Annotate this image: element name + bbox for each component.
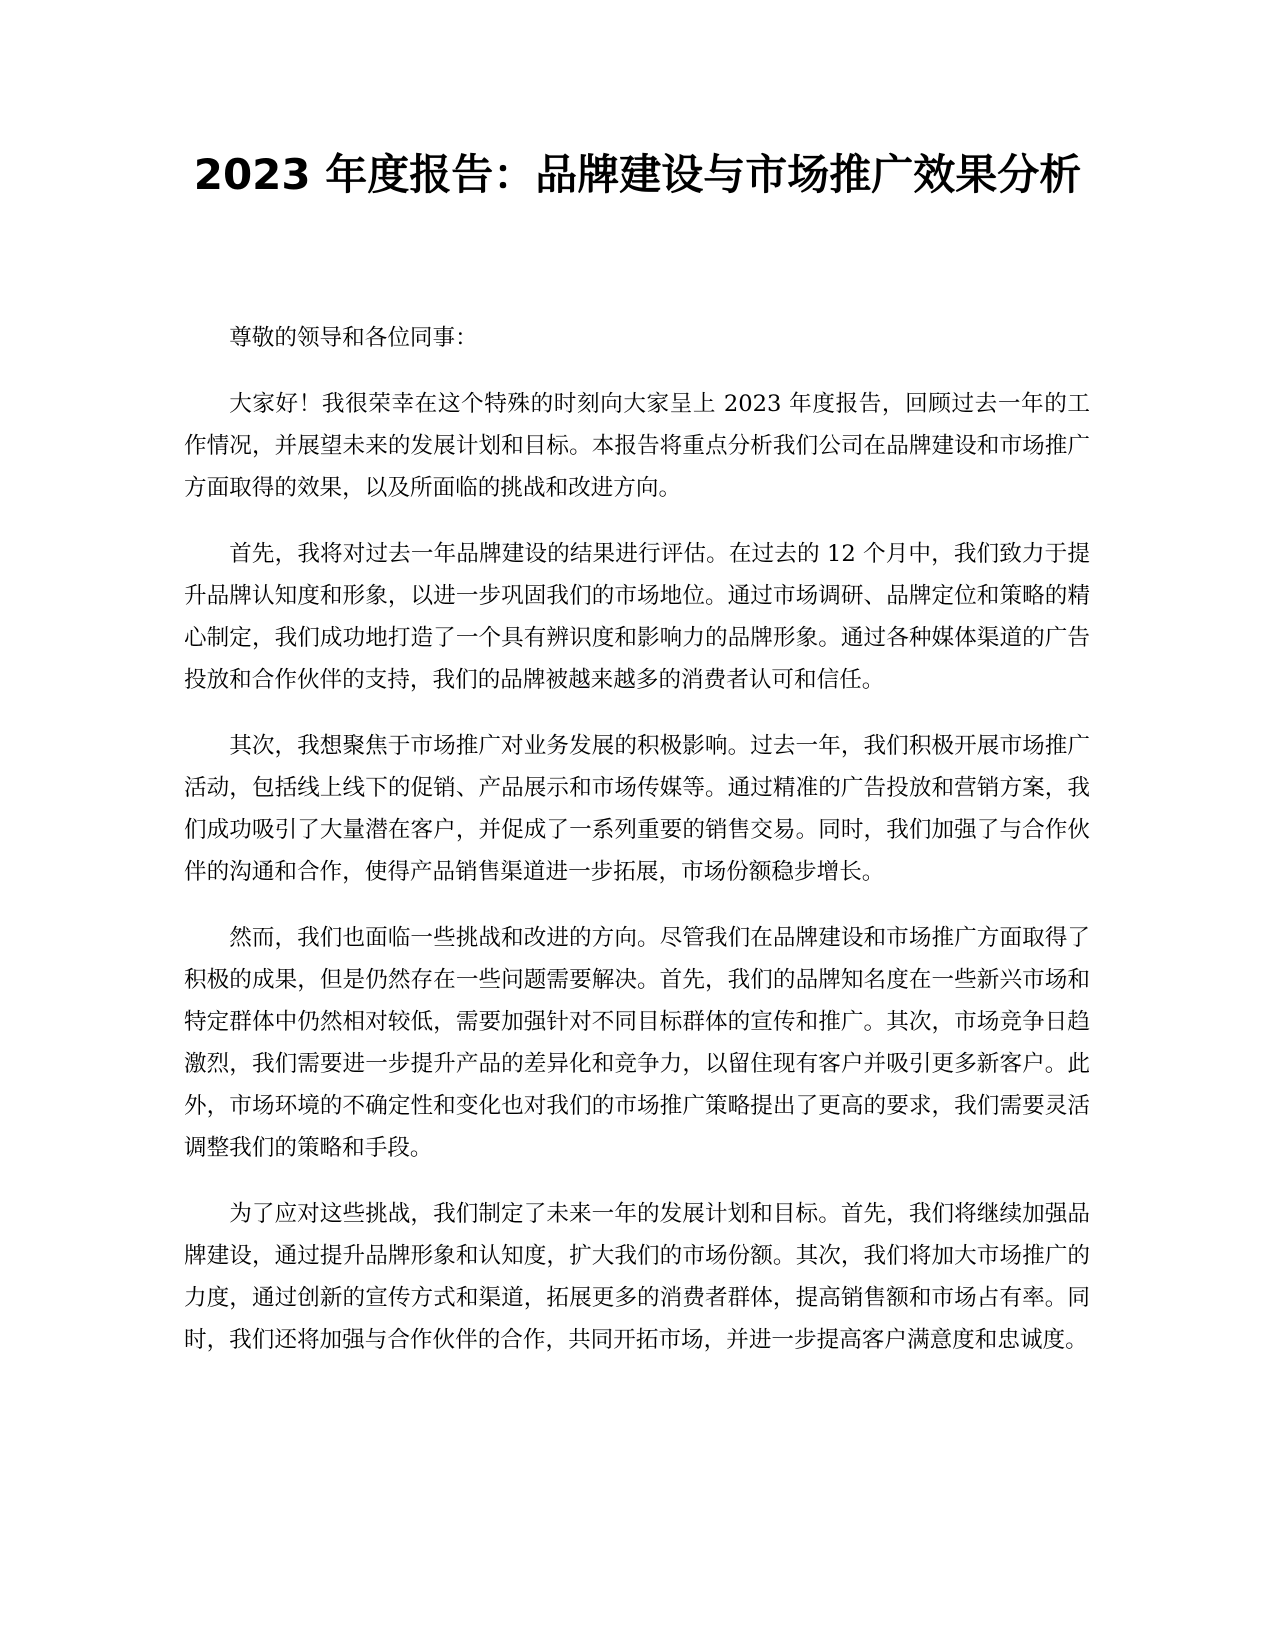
paragraph-future-plans: 为了应对这些挑战，我们制定了未来一年的发展计划和目标。首先，我们将继续加强品牌建设，通过提升品牌形象和认知度，扩大我们的市场份额。其次，我们将加大市场推广的力度，通过创新的宣传方式和渠道，拓展更多的消费者群体，提高销售额和市场占有率。同时，我们还将加强与合作伙伴的合作，共同开拓市场，并进一步提高客户满意度和忠诚度。 xyxy=(184,1201,1090,1353)
document-title: 2023 年度报告：品牌建设与市场推广效果分析 xyxy=(193,150,1082,199)
paragraph-brand-evaluation: 首先，我将对过去一年品牌建设的结果进行评估。在过去的 12 个月中，我们致力于提升品牌认知度和形象，以进一步巩固我们的市场地位。通过市场调研、品牌定位和策略的精心制定，我们成功地打造了一个具有辨识度和影响力的品牌形象。通过各种媒体渠道的广告投放和合作伙伴的支持，我们的品牌被越来越多的消费者认可和信任。 xyxy=(184,541,1090,693)
paragraph-market-promotion: 其次，我想聚焦于市场推广对业务发展的积极影响。过去一年，我们积极开展市场推广活动，包括线上线下的促销、产品展示和市场传媒等。通过精准的广告投放和营销方案，我们成功吸引了大量潜在客户，并促成了一系列重要的销售交易。同时，我们加强了与合作伙伴的沟通和合作，使得产品销售渠道进一步拓展，市场份额稳步增长。 xyxy=(184,733,1090,885)
salutation: 尊敬的领导和各位同事： xyxy=(229,325,478,351)
paragraph-challenges: 然而，我们也面临一些挑战和改进的方向。尽管我们在品牌建设和市场推广方面取得了积极的成果，但是仍然存在一些问题需要解决。首先，我们的品牌知名度在一些新兴市场和特定群体中仍然相对较低，需要加强针对不同目标群体的宣传和推广。其次，市场竞争日趋激烈，我们需要进一步提升产品的差异化和竞争力，以留住现有客户并吸引更多新客户。此外，市场环境的不确定性和变化也对我们的市场推广策略提出了更高的要求，我们需要灵活调整我们的策略和手段。 xyxy=(184,925,1090,1161)
document-body xyxy=(184,317,1090,1385)
paragraph-intro: 大家好！我很荣幸在这个特殊的时刻向大家呈上 2023 年度报告，回顾过去一年的工作情况，并展望未来的发展计划和目标。本报告将重点分析我们公司在品牌建设和市场推广方面取得的效果，以及所面临的挑战和改进方向。 xyxy=(184,391,1090,501)
